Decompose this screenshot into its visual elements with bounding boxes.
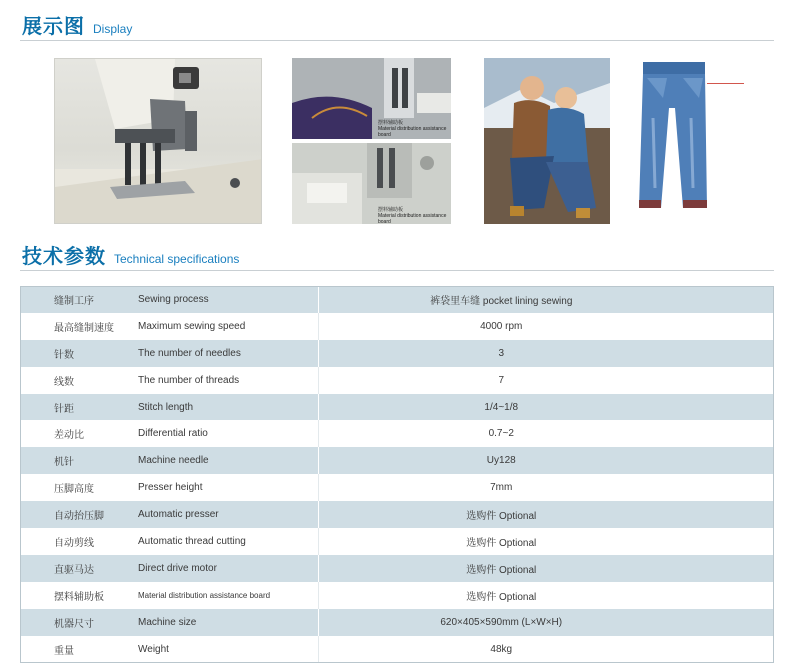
jeans-pointer-line — [707, 83, 744, 84]
spec-value: Uy128 — [318, 447, 774, 474]
spec-label-zh: 压脚高度 — [20, 474, 138, 501]
spec-value: 3 — [318, 340, 774, 367]
table-row — [20, 340, 774, 367]
spec-value: 0.7~2 — [318, 420, 774, 447]
spec-value: 620×405×590mm (L×W×H) — [318, 609, 774, 636]
spec-label-en: Automatic presser — [138, 501, 318, 528]
spec-label-en: Machine needle — [138, 447, 318, 474]
spec-label-en: Weight — [138, 636, 318, 663]
table-row — [20, 447, 774, 474]
feed1-caption-en: Material distribution assistance board — [378, 126, 447, 138]
spec-label-zh: 针距 — [20, 394, 138, 421]
spec-label-zh: 缝制工序 — [20, 286, 138, 313]
spec-value: 7mm — [318, 474, 774, 501]
display-divider — [20, 40, 774, 41]
table-row — [20, 501, 774, 528]
spec-label-zh: 摆料辅助板 — [20, 582, 138, 609]
table-row — [20, 582, 774, 609]
display-title-en: Display — [93, 22, 133, 36]
table-row — [20, 528, 774, 555]
spec-label-zh: 机针 — [20, 447, 138, 474]
sewing-machine-photo — [54, 58, 262, 224]
spec-label-zh: 最高缝制速度 — [20, 313, 138, 340]
spec-label-zh: 自动剪线 — [20, 528, 138, 555]
spec-value: 48kg — [318, 636, 774, 663]
table-row — [20, 394, 774, 421]
spec-label-en: Sewing process — [138, 286, 318, 313]
table-row — [20, 609, 774, 636]
specs-table-body — [20, 286, 774, 662]
table-row — [20, 313, 774, 340]
spec-label-en: Presser height — [138, 474, 318, 501]
spec-label-en: The number of needles — [138, 340, 318, 367]
spec-label-en: Direct drive motor — [138, 555, 318, 582]
jeans-illustration — [633, 58, 713, 218]
spec-label-zh: 直驱马达 — [20, 555, 138, 582]
spec-value: 4000 rpm — [318, 313, 774, 340]
spec-label-zh: 差动比 — [20, 420, 138, 447]
table-row — [20, 420, 774, 447]
spec-value: 裤袋里车缝 pocket lining sewing — [318, 286, 774, 313]
display-title-zh: 展示图 — [22, 14, 85, 38]
spec-label-en: Automatic thread cutting — [138, 528, 318, 555]
spec-label-zh: 机器尺寸 — [20, 609, 138, 636]
table-row — [20, 474, 774, 501]
feed-board-photo-1 — [292, 58, 451, 139]
spec-label-en: Maximum sewing speed — [138, 313, 318, 340]
spec-label-zh: 针数 — [20, 340, 138, 367]
spec-value: 7 — [318, 367, 774, 394]
spec-label-en: Stitch length — [138, 394, 318, 421]
spec-label-zh: 线数 — [20, 367, 138, 394]
feed-board-photo-2 — [292, 143, 451, 224]
table-row — [20, 636, 774, 663]
table-row — [20, 555, 774, 582]
spec-label-zh: 重量 — [20, 636, 138, 663]
feed1-caption-zh: 摆料辅助板 — [378, 120, 404, 126]
spec-value: 选购件 Optional — [318, 528, 774, 555]
spec-label-en: The number of threads — [138, 367, 318, 394]
feed2-caption-en: Material distribution assistance board — [378, 213, 447, 224]
table-row — [20, 286, 774, 313]
tech-title-zh: 技术参数 — [22, 244, 106, 268]
tech-section-title — [22, 240, 239, 269]
denim-couple-photo — [484, 58, 610, 224]
tech-divider — [20, 270, 774, 271]
feed2-caption-zh: 摆料辅助板 — [378, 207, 404, 213]
spec-value: 选购件 Optional — [318, 501, 774, 528]
spec-label-en: Machine size — [138, 609, 318, 636]
table-row — [20, 367, 774, 394]
display-section-title — [22, 10, 132, 39]
spec-label-zh: 自动抬压脚 — [20, 501, 138, 528]
spec-label-en: Material distribution assistance board — [138, 582, 318, 609]
spec-value: 选购件 Optional — [318, 582, 774, 609]
specs-table — [20, 286, 774, 662]
spec-value: 1/4~1/8 — [318, 394, 774, 421]
spec-label-en: Differential ratio — [138, 420, 318, 447]
tech-title-en: Technical specifications — [114, 252, 240, 266]
spec-value: 选购件 Optional — [318, 555, 774, 582]
